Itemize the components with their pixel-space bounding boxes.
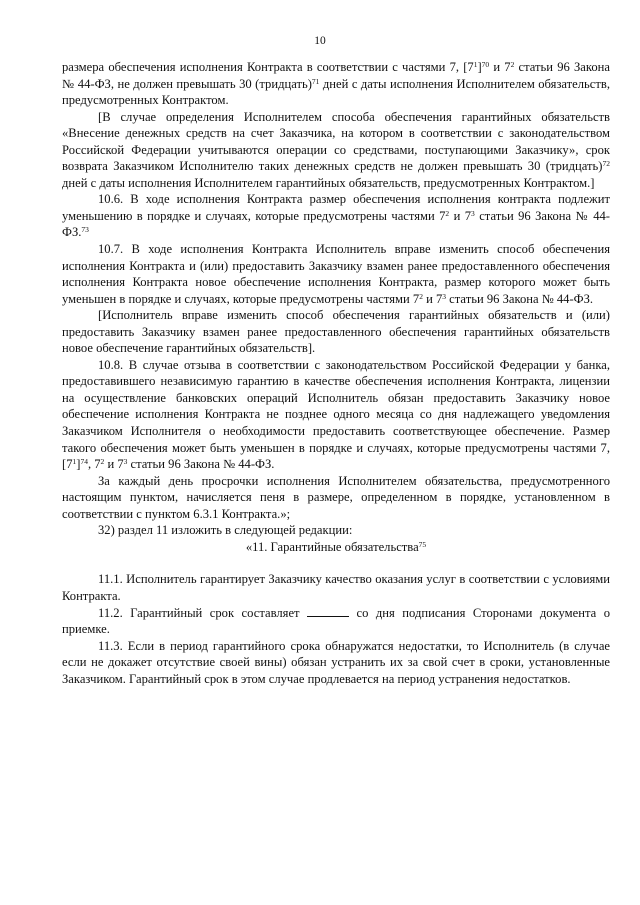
footnote-ref: 72	[602, 159, 610, 169]
paragraph-amendment-32: 32) раздел 11 изложить в следующей редакции:	[98, 523, 353, 538]
page-number: 10	[314, 35, 326, 47]
footnote-ref: 74	[80, 457, 88, 467]
warranty-period-blank-field[interactable]	[307, 606, 349, 617]
footnote-ref: 70	[481, 60, 490, 69]
clause-10-7: 10.7. В ходе исполнения Контракта Исполнитель вправе изменить способ обеспечения исполнения Контракта и (или) предоставить Заказчику взамен ранее предоставленного обеспечения исполнения Контракта новое обеспечение исполнения Контракта, размер которого может быть уменьшен в порядке и случаях, которые предусмотрены частями $7^2$ и $7^3$ статьи 96 Закона № 44-ФЗ.	[62, 242, 610, 306]
clause-11-1: 11.1. Исполнитель гарантирует Заказчику качество оказания услуг в соответствии с условиями Контракта.	[62, 572, 610, 603]
footnote-ref: 73	[81, 225, 89, 235]
clause-10-6: 10.6. В ходе исполнения Контракта размер обеспечения исполнения контракта подлежит уменьшению в порядке и случаях, которые предусмотрены частями $7^2$ и $7^3$ статьи 96 Закона № 44-ФЗ.$^{73}$	[62, 192, 610, 240]
document-body	[62, 59, 610, 687]
paragraph-security-return-term: размера обеспечения исполнения Контракта в соответствии с частями 7, $[7^1]^{70}$ и $7^2$ статьи 96 Закона № 44-ФЗ, не должен превышать 30 (тридцать)$^{71}$ дней с даты исполнения Исполнителем обязательств, предусмотренных Контрактом.	[62, 60, 610, 108]
clause-11-3: 11.3. Если в период гарантийного срока обнаружатся недостатки, то Исполнитель (в случае если не докажет отсутствие своей вины) обязан устранить их за свой счет в сроки, установленные Заказчиком. Гарантийный срок в этом случае продлевается на период устранения недостатков.	[62, 638, 610, 686]
paragraph-warranty-deposit: [В случае определения Исполнителем способа обеспечения гарантийных обязательств «Внесение денежных средств на счет Заказчика, на котором в соответствии с законодательством Российской Федерации учитываются операции со средствами, поступающими Заказчику», срок возврата Заказчиком Исполнителю таких денежных средств не должен превышать 30 (тридцать)$^{72}$ дней с даты исполнения Исполнителем гарантийных обязательств, предусмотренных Контрактом.]	[62, 109, 610, 190]
paragraph-warranty-security-change: [Исполнитель вправе изменить способ обеспечения гарантийных обязательств и (или) предоставить Заказчику взамен ранее предоставленного обеспечения гарантийных обязательств новое обеспечение гарантийных обязательств].	[62, 308, 610, 356]
paragraph-penalty: За каждый день просрочки исполнения Исполнителем обязательства, предусмотренного настоящим пунктом, начисляется пеня в размере, определенном в порядке, установленном в соответствии с пунктом 6.3.1 Контракта.»;	[62, 473, 610, 521]
footnote-ref: 75	[418, 539, 427, 549]
footnote-ref: 71	[311, 76, 320, 86]
clause-11-2: 11.2. Гарантийный срок составляет со дня подписания Сторонами документа о приемке.	[62, 605, 610, 637]
spacer	[62, 555, 610, 571]
section-heading-11: «11. Гарантийные обязательства$^{75}$	[245, 539, 427, 554]
clause-10-8: 10.8. В случае отзыва в соответствии с законодательством Российской Федерации у банка, предоставившего независимую гарантию в качестве обеспечения исполнения Контракта, лицензии на осуществление банковских операций Исполнитель обязан предоставить Заказчику новое обеспечение исполнения Контракта не позднее одного месяца со дня надлежащего уведомления Заказчиком Исполнителя о необходимости предоставить соответствующее обеспечение. Размер такого обеспечения может быть уменьшен в порядке и случаях, которые предусмотрены частями 7, $[7^1]^{74}$, $7^2$ и $7^3$ статьи 96 Закона № 44-ФЗ.	[62, 357, 610, 472]
